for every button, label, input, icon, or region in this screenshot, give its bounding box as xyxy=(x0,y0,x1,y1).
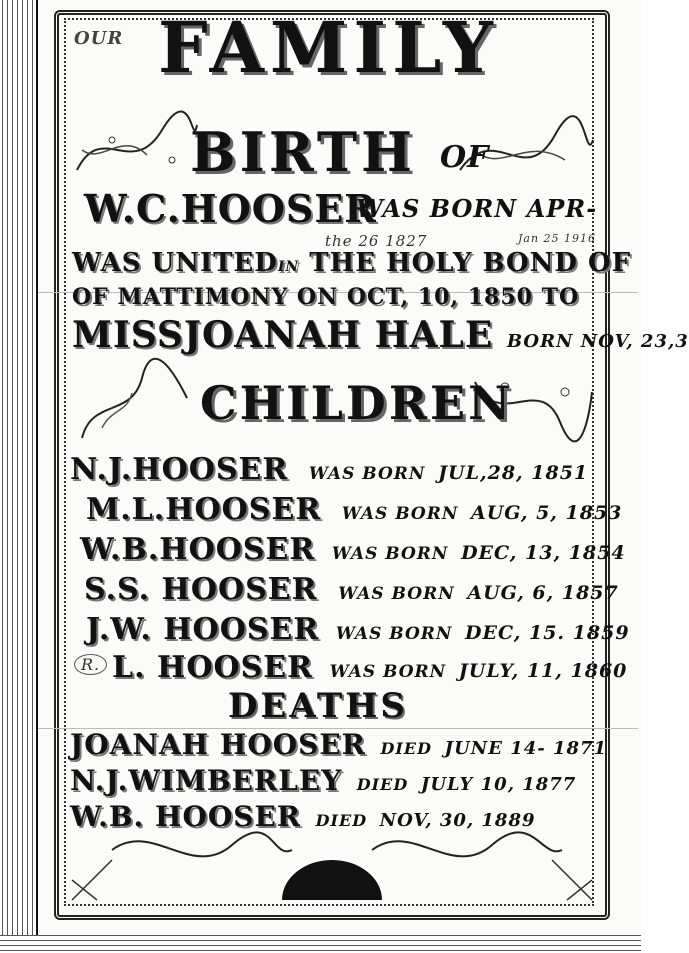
united-line xyxy=(72,248,631,278)
header-of: OF xyxy=(440,140,490,175)
child-born-date: DEC, 15. 1859 xyxy=(465,622,630,644)
parent-name: W.C.HOOSER xyxy=(84,186,377,231)
death-row xyxy=(70,728,607,761)
death-date: NOV, 30, 1889 xyxy=(379,810,536,831)
child-row xyxy=(86,492,622,527)
child-born-label: WAS BORN xyxy=(329,662,447,682)
spouse-name: JOANAH HALE xyxy=(183,314,494,356)
death-label: DIED xyxy=(380,739,432,758)
death-label: DIED xyxy=(356,775,409,794)
child-born-label: WAS BORN xyxy=(341,504,459,524)
death-row xyxy=(70,800,536,833)
death-name: W.B. HOOSER xyxy=(70,800,302,833)
child-born-date: AUG, 6, 1857 xyxy=(467,582,619,604)
handwritten-mark: R. xyxy=(74,654,107,675)
child-born-date: JULY, 11, 1860 xyxy=(458,660,628,682)
child-name: W.B.HOOSER xyxy=(80,532,316,567)
marriage-line: OF MATTIMONY ON OCT, 10, 1850 TO xyxy=(72,284,580,310)
death-date: JULY 10, 1877 xyxy=(420,774,577,795)
child-name: M.L.HOOSER xyxy=(86,492,322,527)
child-born-date: JUL,28, 1851 xyxy=(438,462,589,484)
child-row xyxy=(84,572,619,607)
parent-birth-date: the 26 1827 xyxy=(325,232,428,250)
death-label: DIED xyxy=(315,811,368,830)
deaths-heading: DEATHS xyxy=(228,686,408,726)
death-date: JUNE 14- 1871 xyxy=(444,738,608,759)
child-name: L. HOOSER xyxy=(112,650,314,685)
book-spine xyxy=(0,0,36,953)
header-family: FAMILY xyxy=(158,6,499,89)
header-birth: BIRTH xyxy=(190,120,417,184)
flourish-left-top xyxy=(72,110,202,190)
child-row xyxy=(112,650,627,685)
page-bottom-edge xyxy=(0,935,641,953)
child-row xyxy=(86,612,630,647)
child-born-label: WAS BORN xyxy=(308,464,426,484)
child-born-date: AUG, 5, 1853 xyxy=(470,502,623,524)
united-bond: THE HOLY BOND OF xyxy=(309,248,632,278)
united-in: IN xyxy=(277,259,300,275)
parent-side-note: Jan 25 1916 xyxy=(518,232,597,245)
child-name: J.W. HOOSER xyxy=(86,612,320,647)
child-born-label: WAS BORN xyxy=(331,544,449,564)
parent-was-born: WAS BORN APR- xyxy=(356,194,598,223)
child-born-label: WAS BORN xyxy=(335,624,453,644)
spouse-line xyxy=(72,314,689,356)
death-name: N.J.WIMBERLEY xyxy=(70,764,343,797)
child-name: N.J.HOOSER xyxy=(70,452,289,487)
header-our: OUR xyxy=(74,28,124,49)
flourish-left-children xyxy=(72,358,192,448)
spouse-born: BORN NOV, 23,3 xyxy=(506,331,689,352)
spouse-miss: MISS xyxy=(72,314,184,356)
death-row xyxy=(70,764,576,797)
child-row xyxy=(70,452,588,487)
child-name: S.S. HOOSER xyxy=(84,572,318,607)
death-name: JOANAH HOOSER xyxy=(70,728,366,761)
children-heading: CHILDREN xyxy=(200,376,514,430)
united-label: WAS UNITED xyxy=(72,248,278,278)
child-born-label: WAS BORN xyxy=(338,584,455,604)
child-born-date: DEC, 13, 1854 xyxy=(461,542,626,564)
spine-edge xyxy=(36,0,38,953)
child-row xyxy=(80,532,626,567)
